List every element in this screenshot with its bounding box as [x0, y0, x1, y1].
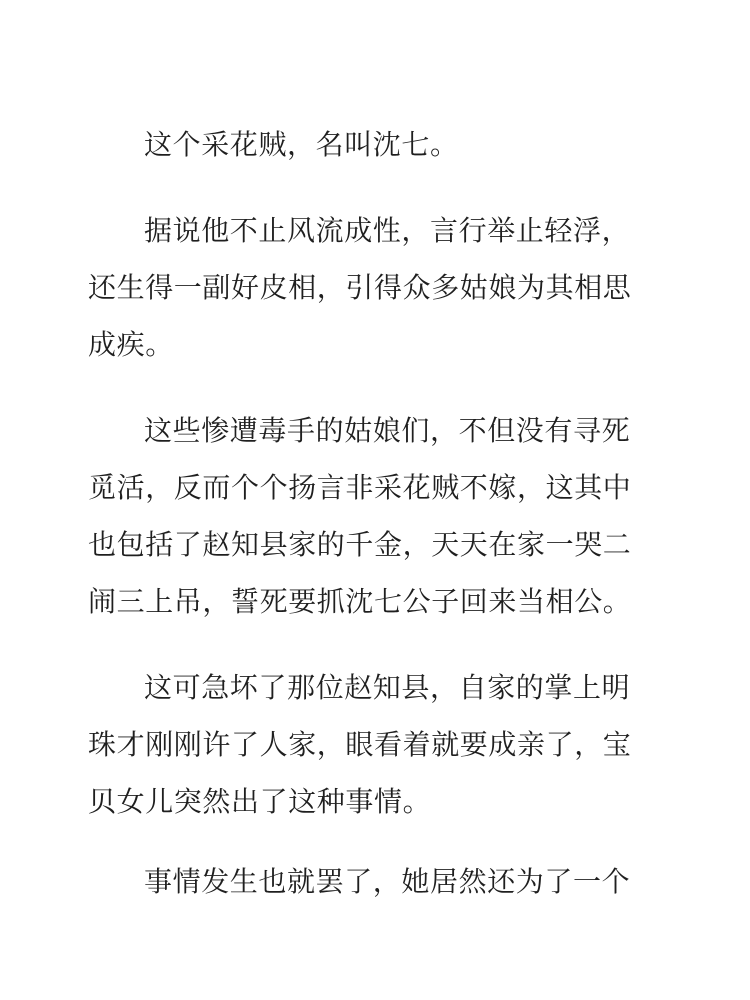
- text-line: 也包括了赵知县家的千金，天天在家一哭二: [88, 528, 632, 561]
- paragraph-5: [88, 853, 668, 910]
- text-line: 贝女儿突然出了这种事情。: [88, 785, 432, 818]
- text-line: 这个采花贼，名叫沈七。: [144, 128, 459, 161]
- text-line: 据说他不止风流成性，言行举止轻浮，: [144, 214, 631, 247]
- text-line: 觅活，反而个个扬言非采花贼不嫁，这其中: [88, 471, 632, 504]
- text-line: 还生得一副好皮相，引得众多姑娘为其相思: [88, 271, 632, 304]
- paragraph-1: [88, 116, 668, 173]
- paragraph-4: [88, 659, 668, 830]
- paragraph-2: [88, 202, 668, 373]
- text-line: 这可急坏了那位赵知县，自家的掌上明: [144, 671, 631, 704]
- text-line: 闹三上吊，誓死要抓沈七公子回来当相公。: [88, 585, 632, 618]
- text-line: 珠才刚刚许了人家，眼看着就要成亲了，宝: [88, 728, 632, 761]
- text-line: 这些惨遭毒手的姑娘们，不但没有寻死: [144, 414, 631, 447]
- text-line: 事情发生也就罢了，她居然还为了一个: [144, 865, 631, 898]
- paragraph-3: [88, 402, 668, 630]
- text-line: 成疾。: [88, 328, 174, 361]
